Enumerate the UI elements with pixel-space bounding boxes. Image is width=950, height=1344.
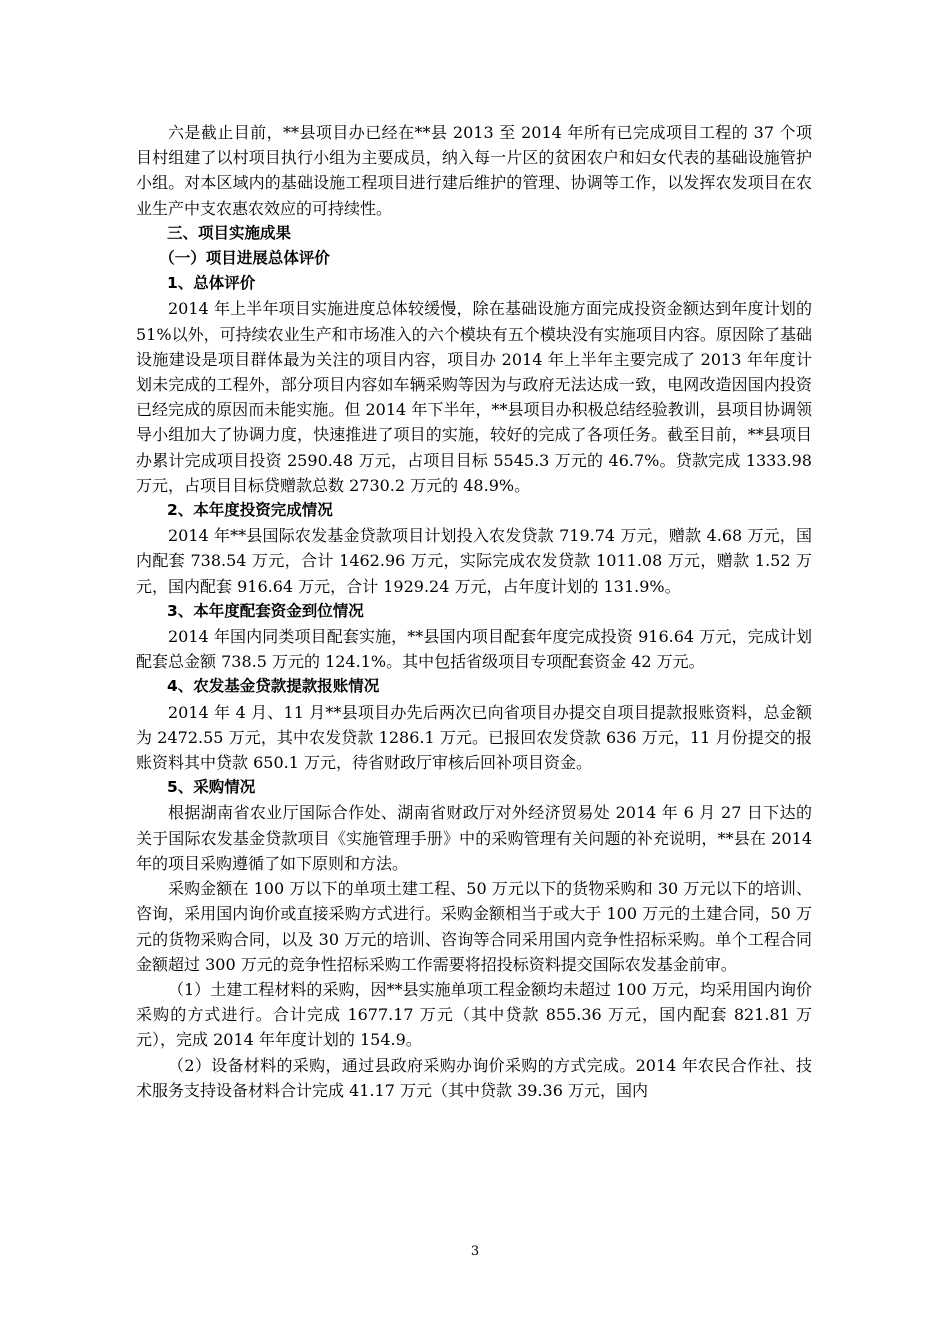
paragraph-civil-works-procurement: （1）土建工程材料的采购，因**县实施单项工程金额均未超过 100 万元，均采用国内询价采购的方式进行。合计完成 1677.17 万元（其中贷款 855.36 万元，国内配套 821.81 万元），完成 2014 年年度计划的 154.9。: [136, 979, 812, 1050]
paragraph-loan-withdrawal: 2014 年 4 月、11 月**县项目办先后两次已向省项目办提交自项目提款报账资料，总金额为 2472.55 万元，其中农发贷款 1286.1 万元。已报回农发贷款 636 万元，11 月份提交的报账资料其中贷款 650.1 万元，待省财政厅审核后回补项目资金。: [136, 702, 812, 773]
heading-matching-funds: 3、本年度配套资金到位情况: [167, 601, 364, 620]
heading-procurement: 5、采购情况: [167, 778, 256, 797]
heading-section-three: 三、项目实施成果: [167, 223, 292, 242]
paragraph-procurement-thresholds: 采购金额在 100 万以下的单项土建工程、50 万元以下的货物采购和 30 万元以下的培训、咨询，采用国内询价或直接采购方式进行。采购金额相当于或大于 100 万元的土建合同，50 万元的货物采购合同，以及 30 万元的培训、咨询等合同采用国内竞争性招标采购。单个工程合同金额超过 300 万元的竞争性招标采购工作需要将招投标资料提交国际农发基金前审。: [136, 879, 812, 974]
paragraph-annual-investment: 2014 年**县国际农发基金贷款项目计划投入农发贷款 719.74 万元，赠款 4.68 万元，国内配套 738.54 万元，合计 1462.96 万元，实际完成农发贷款 1011.08 万元，赠款 1.52 万元，国内配套 916.64 万元，合计 1929.24 万元，占年度计划的 131.9%。: [136, 526, 812, 596]
heading-subsection-one: （一）项目进展总体评价: [159, 249, 330, 268]
page-number: 3: [470, 1244, 480, 1259]
paragraph-matching-funds: 2014 年国内同类项目配套实施，**县国内项目配套年度完成投资 916.64 万元，完成计划配套总金额 738.5 万元的 124.1%。其中包括省级项目专项配套资金 42 万元。: [136, 627, 812, 672]
heading-annual-investment: 2、本年度投资完成情况: [167, 501, 333, 520]
document-body: [136, 120, 812, 1103]
heading-loan-withdrawal: 4、农发基金贷款提款报账情况: [167, 677, 380, 696]
paragraph-equipment-procurement: （2）设备材料的采购，通过县政府采购办询价采购的方式完成。2014 年农民合作社、技术服务支持设备材料合计完成 41.17 万元（其中贷款 39.36 万元，国内: [136, 1055, 812, 1100]
heading-overall-evaluation: 1、总体评价: [167, 274, 256, 293]
paragraph-overall-evaluation: 2014 年上半年项目实施进度总体较缓慢，除在基础设施方面完成投资金额达到年度计划的 51%以外，可持续农业生产和市场准入的六个模块有五个模块没有实施项目内容。原因除了基础设施建设是项目群体最为关注的项目内容，项目办 2014 年上半年主要完成了 2013 年年度计划未完成的工程外，部分项目内容如车辆采购等因为与政府无法达成一致，电网改造因国内投资已经完成的原因而未能实施。但 2014 年下半年，**县项目办积极总结经验教训，县项目协调领导小组加大了协调力度，快速推进了项目的实施，较好的完成了各项任务。截至目前，**县项目办累计完成项目投资 2590.48 万元，占项目目标 5545.3 万元的 46.7%。贷款完成 1333.98 万元，占项目目标贷赠款总数 2730.2 万元的 48.9%。: [136, 299, 812, 495]
paragraph-maintenance-groups: 六是截止目前，**县项目办已经在**县 2013 至 2014 年所有已完成项目工程的 37 个项目村组建了以村项目执行小组为主要成员，纳入每一片区的贫困农户和妇女代表的基础设施管护小组。对本区域内的基础设施工程项目进行建后维护的管理、协调等工作，以发挥农发项目在农业生产中支农惠农效应的可持续性。: [136, 123, 812, 218]
paragraph-procurement-basis: 根据湖南省农业厅国际合作处、湖南省财政厅对外经济贸易处 2014 年 6 月 27 日下达的关于国际农发基金贷款项目《实施管理手册》中的采购管理有关问题的补充说明，**县在 2014 年的项目采购遵循了如下原则和方法。: [136, 803, 812, 873]
